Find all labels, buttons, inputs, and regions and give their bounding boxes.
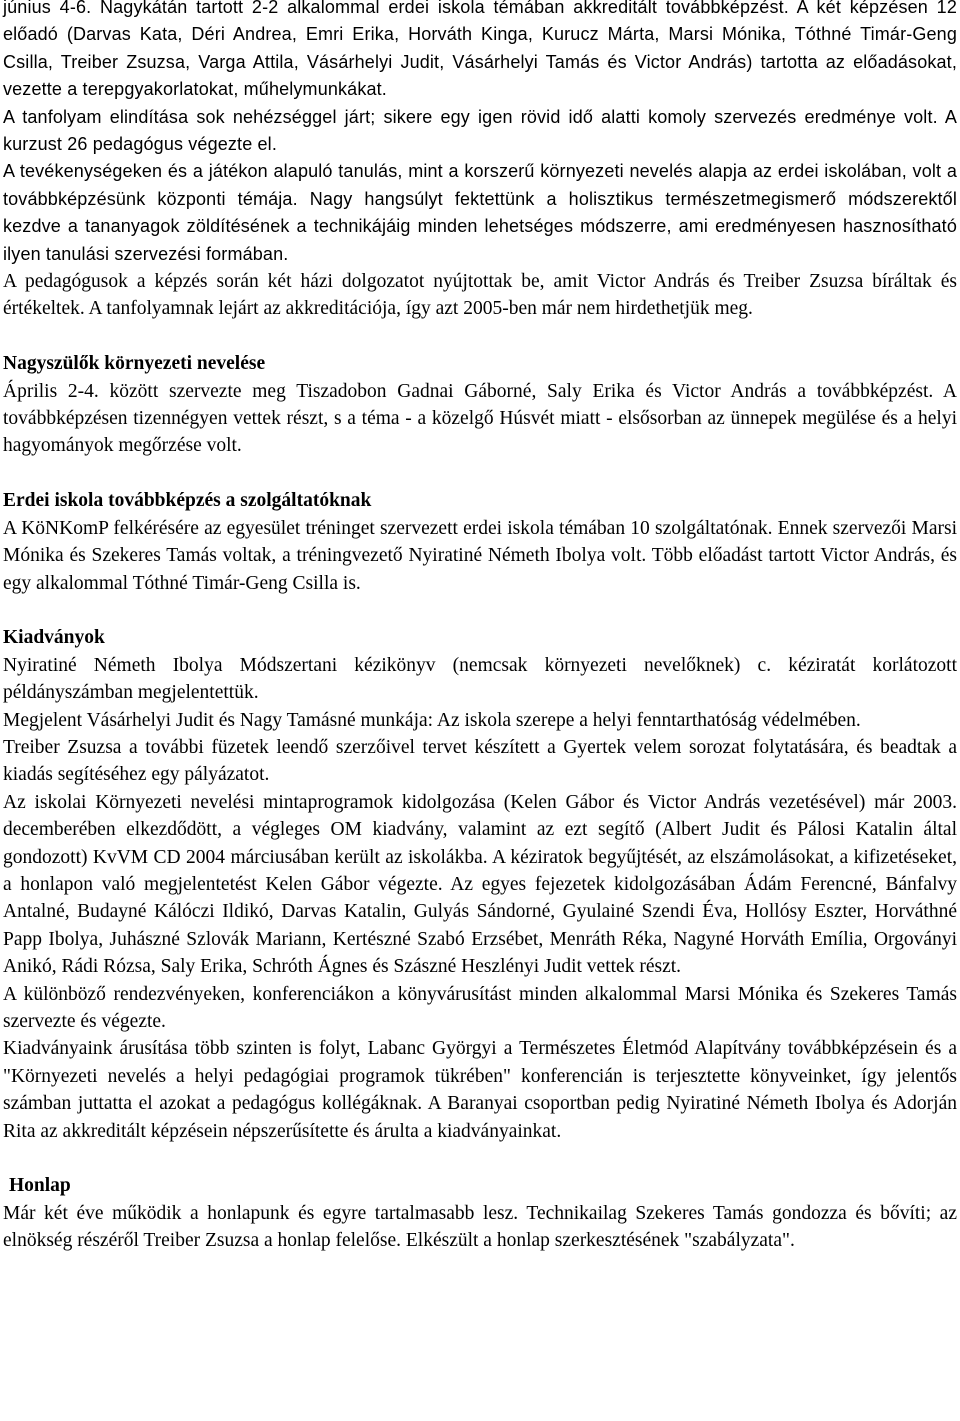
homepage-section (3, 1172, 957, 1254)
publications-paragraph-4: Az iskolai Környezeti nevelési mintaprogramok kidolgozása (Kelen Gábor és Victor András vezetésével) már 2003. decemberében elkezdődött, a végleges OM kiadvány, valamint az ezt segítő (Albert Judit és Pálosi Katalin által gondozott) KvVM CD 2004 márciusában került az iskolákba. A kéziratok begyűjtését, az elszámolásokat, a kifizetéseket, a honlapon való megjelentetést Kelen Gábor végezte. Az egyes fejezetek kidolgozásában Ádám Ferencné, Bánfalvy Antalné, Budayné Kálóczi Ildikó, Darvas Katalin, Gulyás Sándorné, Gyulainé Szendi Éva, Hollósy Eszter, Horváthné Papp Ibolya, Juhászné Szlovák Mariann, Kertészné Szabó Erzsébet, Menráth Réka, Nagyné Horváth Emília, Orgoványi Anikó, Rádi Rózsa, Saly Erika, Schróth Ágnes és Szászné Heszlényi Judit vettek részt. (3, 791, 957, 978)
training-paragraph-1: június 4-6. Nagykátán tartott 2-2 alkalommal erdei iskola témában akkreditált továbbképzést. A két képzésen 12 előadó (Darvas Kata, Déri Andrea, Emri Erika, Horváth Kinga, Kurucz Márta, Marsi Mónika, Tóthné Timár-Geng Csilla, Treiber Zsuzsa, Varga Attila, Vásárhelyi Judit, Vásárhelyi Tamás és Victor András) tartotta az előadásokat, vezette a terepgyakorlatokat, műhelymunkákat. (3, 0, 957, 100)
publications-paragraph-3: Treiber Zsuzsa a további füzetek leendő szerzőivel tervet készített a Gyertek velem sorozat folytatására, és beadtak a kiadás segítéséhez egy pályázatot. (3, 736, 957, 786)
providers-heading: Erdei iskola továbbképzés a szolgáltatóknak (3, 490, 372, 512)
publications-section (3, 624, 957, 1145)
publications-paragraph-1: Nyiratiné Németh Ibolya Módszertani kézikönyv (nemcsak környezeti nevelőknek) c. kéziratát korlátozott példányszámban megjelentettük. (3, 654, 957, 704)
training-section (3, 0, 957, 323)
providers-paragraph: A KöNKomP felkérésére az egyesület tréninget szervezett erdei iskola témában 10 szolgáltatónak. Ennek szervezői Marsi Mónika és Szekeres Tamás voltak, a tréningvezető Nyiratiné Németh Ibolya volt. Több előadást tartott Victor András, és egy alkalommal Tóthné Timár-Geng Csilla is. (3, 517, 957, 594)
publications-paragraph-5: A különböző rendezvényeken, konferenciákon a könyvárusítást minden alkalommal Marsi Mónika és Szekeres Tamás szervezte és végezte. (3, 983, 957, 1032)
homepage-heading: Honlap (9, 1175, 71, 1197)
publications-paragraph-6: Kiadványaink árusítása több szinten is folyt, Labanc Györgyi a Természetes Életmód Alapítvány továbbképzésein és a "Környezeti nevelés a helyi pedagógiai programok tükrében" konferencián is terjesztette könyveinket, így jelentős számban juttatta el azokat a pedagógus kollégáknak. A Baranyai csoportban pedig Nyiratiné Németh Ibolya és Adorján Rita az akkreditált képzésein népszerűsítette és árulta a kiadványainkat. (3, 1038, 957, 1142)
publications-heading: Kiadványok (3, 627, 105, 649)
document-page (3, 0, 957, 1255)
grandparents-section (3, 350, 957, 460)
training-paragraph-3: A tevékenységeken és a játékon alapuló tanulás, mint a korszerű környezeti nevelés alapja az erdei iskolában, volt a továbbképzésünk központi témája. Nagy hangsúlyt fektettünk a holisztikus természetmegismerő módszerektől kezdve a tananyagok zöldítésének a technikájáig minden lehetséges módszerre, ami eredményesen hasznosítható ilyen tanulási szervezési formában. (3, 161, 957, 264)
publications-paragraph-2: Megjelent Vásárhelyi Judit és Nagy Tamásné munkája: Az iskola szerepe a helyi fenntarthatóság védelmében. (3, 709, 861, 731)
homepage-paragraph: Már két éve működik a honlapunk és egyre tartalmasabb lesz. Technikailag Szekeres Tamás gondozza és bővíti; az elnökség részéről Treiber Zsuzsa a honlap felelőse. Elkészült a honlap szerkesztésének "szabályzata". (3, 1202, 957, 1252)
providers-section (3, 487, 957, 597)
grandparents-heading: Nagyszülők környezeti nevelése (3, 353, 266, 375)
grandparents-paragraph: Április 2-4. között szervezte meg Tiszadobon Gadnai Gáborné, Saly Erika és Victor András a továbbképzést. A továbbképzésen tizennégyen vettek részt, s a téma - a közelgő Húsvét miatt - elsősorban az ünnepek megülése és a helyi hagyományok megőrzése volt. (3, 380, 957, 457)
training-paragraph-4: A pedagógusok a képzés során két házi dolgozatot nyújtottak be, amit Victor András és Treiber Zsuzsa bíráltak és értékeltek. A tanfolyamnak lejárt az akkreditációja, így azt 2005-ben már nem hirdethetjük meg. (3, 271, 957, 320)
training-paragraph-2: A tanfolyam elindítása sok nehézséggel járt; sikere egy igen rövid idő alatti komoly szervezés eredménye volt. A kurzust 26 pedagógus végezte el. (3, 106, 957, 155)
